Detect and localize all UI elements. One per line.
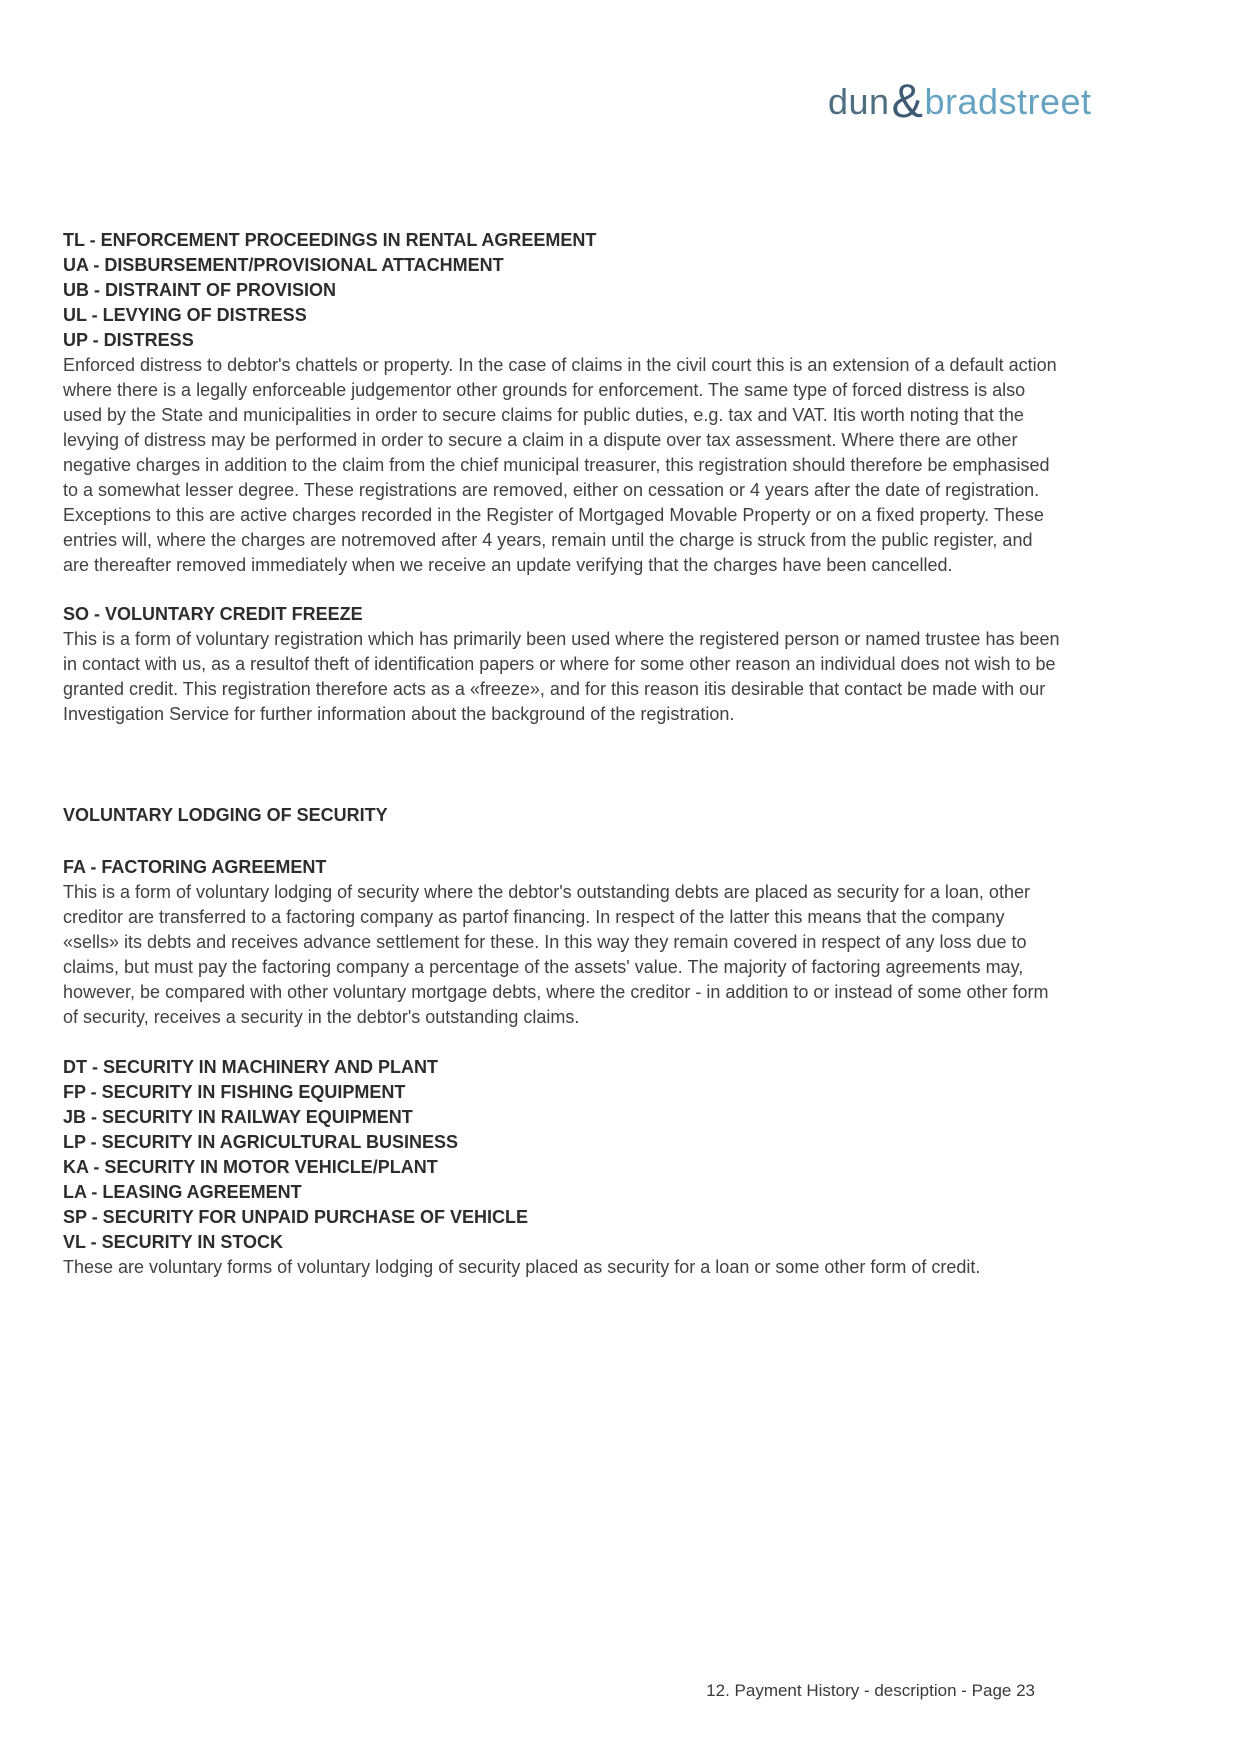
page-footer — [63, 1680, 1035, 1702]
logo-ampersand-icon: & — [891, 74, 924, 127]
credit-freeze-paragraph: This is a form of voluntary registration which has primarily been used where the registered person or named trustee has been in contact with us, as a resultof theft of identification papers or where for some other reason an individual does not wish to be granted credit. This registration therefore acts as a «freeze», and for this reason itis desirable that contact be made with our Investigation Service for further information about the background of the registration. — [63, 629, 1060, 724]
code-item-fp: FP - SECURITY IN FISHING EQUIPMENT — [63, 1082, 406, 1102]
code-item-ul: UL - LEVYING OF DISTRESS — [63, 305, 307, 325]
security-code-list — [63, 1055, 1063, 1255]
code-item-lp: LP - SECURITY IN AGRICULTURAL BUSINESS — [63, 1132, 459, 1152]
code-item-sp: SP - SECURITY FOR UNPAID PURCHASE OF VEHICLE — [63, 1207, 529, 1227]
code-item-la: LA - LEASING AGREEMENT — [63, 1182, 302, 1202]
factoring-heading: FA - FACTORING AGREEMENT — [63, 857, 327, 877]
code-item-ub: UB - DISTRAINT OF PROVISION — [63, 280, 337, 300]
footer-text: 12. Payment History - description - Page 23 — [706, 1681, 1035, 1700]
code-item-tl: TL - ENFORCEMENT PROCEEDINGS IN RENTAL AGREEMENT — [63, 230, 597, 250]
code-item-ka: KA - SECURITY IN MOTOR VEHICLE/PLANT — [63, 1157, 438, 1177]
distress-description-paragraph: Enforced distress to debtor's chattels or property. In the case of claims in the civil court this is an extension of a default action where there is a legally enforceable judgementor other grounds for enforcement. The same type of forced distress is also used by the State and municipalities in order to secure claims for public duties, e.g. tax and VAT. Itis worth noting that the levying of distress may be performed in order to secure a claim in a dispute over tax assessment. Where there are other negative charges in addition to the claim from the chief municipal treasurer, this registration should therefore be emphasised to a somewhat lesser degree. These registrations are removed, either on cessation or 4 years after the date of registration. Exceptions to this are active charges recorded in the Register of Mortgaged Movable Property or on a fixed property. These entries will, where the charges are notremoved after 4 years, remain until the charge is struck from the public register, and are thereafter removed immediately when we receive an update verifying that the charges have been cancelled. — [63, 355, 1057, 575]
security-codes-paragraph: These are voluntary forms of voluntary lodging of security placed as security for a loan or some other form of credit. — [63, 1257, 981, 1277]
code-item-dt: DT - SECURITY IN MACHINERY AND PLANT — [63, 1057, 439, 1077]
distress-code-list — [63, 228, 1063, 353]
document-content — [63, 228, 1063, 1280]
code-item-jb: JB - SECURITY IN RAILWAY EQUIPMENT — [63, 1107, 413, 1127]
dun-bradstreet-logo — [828, 70, 1092, 125]
code-item-ua: UA - DISBURSEMENT/PROVISIONAL ATTACHMENT — [63, 255, 504, 275]
credit-freeze-heading: SO - VOLUNTARY CREDIT FREEZE — [63, 604, 363, 624]
code-item-up: UP - DISTRESS — [63, 330, 194, 350]
factoring-paragraph: This is a form of voluntary lodging of security where the debtor's outstanding debts are placed as security for a loan, other creditor are transferred to a factoring company as partof financing. In respect of the latter this means that the company «sells» its debts and receives advance settlement for these. In this way they remain covered in respect of any loss due to claims, but must pay the factoring company a percentage of the assets' value. The majority of factoring agreements may, however, be compared with other voluntary mortgage debts, where the creditor - in addition to or instead of some other form of security, receives a security in the debtor's outstanding claims. — [63, 882, 1049, 1027]
voluntary-lodging-title: VOLUNTARY LODGING OF SECURITY — [63, 805, 388, 825]
code-item-vl: VL - SECURITY IN STOCK — [63, 1232, 284, 1252]
logo-bradstreet-text: bradstreet — [924, 81, 1092, 122]
logo-dun-text: dun — [828, 81, 890, 122]
